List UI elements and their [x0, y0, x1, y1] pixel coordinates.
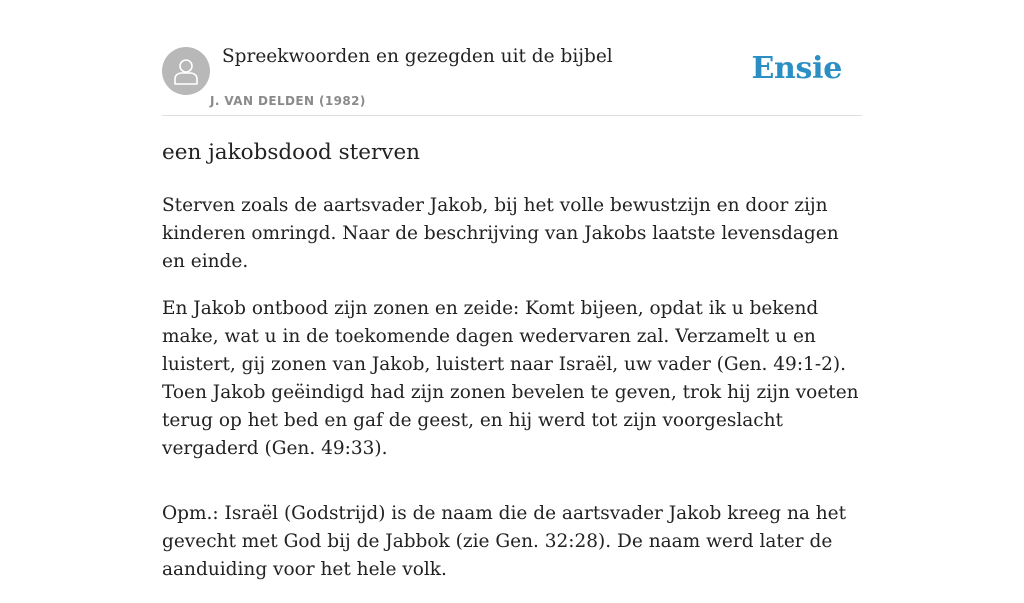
- source-title[interactable]: Spreekwoorden en gezegden uit de bijbel: [222, 46, 613, 67]
- paragraph-quote: En Jakob ontbood zijn zonen en zeide: Komt bijeen, opdat ik u bekend make, wat u in de toekomende dagen wedervaren zal. Verzamelt u en luistert, gij zonen van Jakob, luistert naar Israël, uw vader (Gen. 49:1-2). Toen Jakob geëindigd had zijn zonen bevelen te geven, trok hij zijn voeten terug op het bed en gaf de geest, en hij werd tot zijn voorgeslacht vergaderd (Gen. 49:33).: [162, 298, 859, 459]
- entry-content: [162, 192, 862, 603]
- brand-logo[interactable]: Ensie: [751, 51, 842, 86]
- entry-card: [162, 0, 862, 580]
- user-icon: [173, 57, 199, 85]
- source-author: J. VAN DELDEN (1982): [210, 94, 366, 108]
- entry-header: [162, 0, 862, 116]
- paragraph-note: Opm.: Israël (Godstrijd) is de naam die de aartsvader Jakob kreeg na het gevecht met God bij de Jabbok (zie Gen. 32:28). De naam werd later de aanduiding voor het hele volk.: [162, 503, 847, 580]
- entry-title: een jakobsdood sterven: [162, 140, 421, 165]
- avatar[interactable]: [162, 47, 210, 95]
- paragraph-definition: Sterven zoals de aartsvader Jakob, bij het volle bewustzijn en door zijn kinderen omringd. Naar de beschrijving van Jakobs laatste levensdagen en einde.: [162, 195, 839, 272]
